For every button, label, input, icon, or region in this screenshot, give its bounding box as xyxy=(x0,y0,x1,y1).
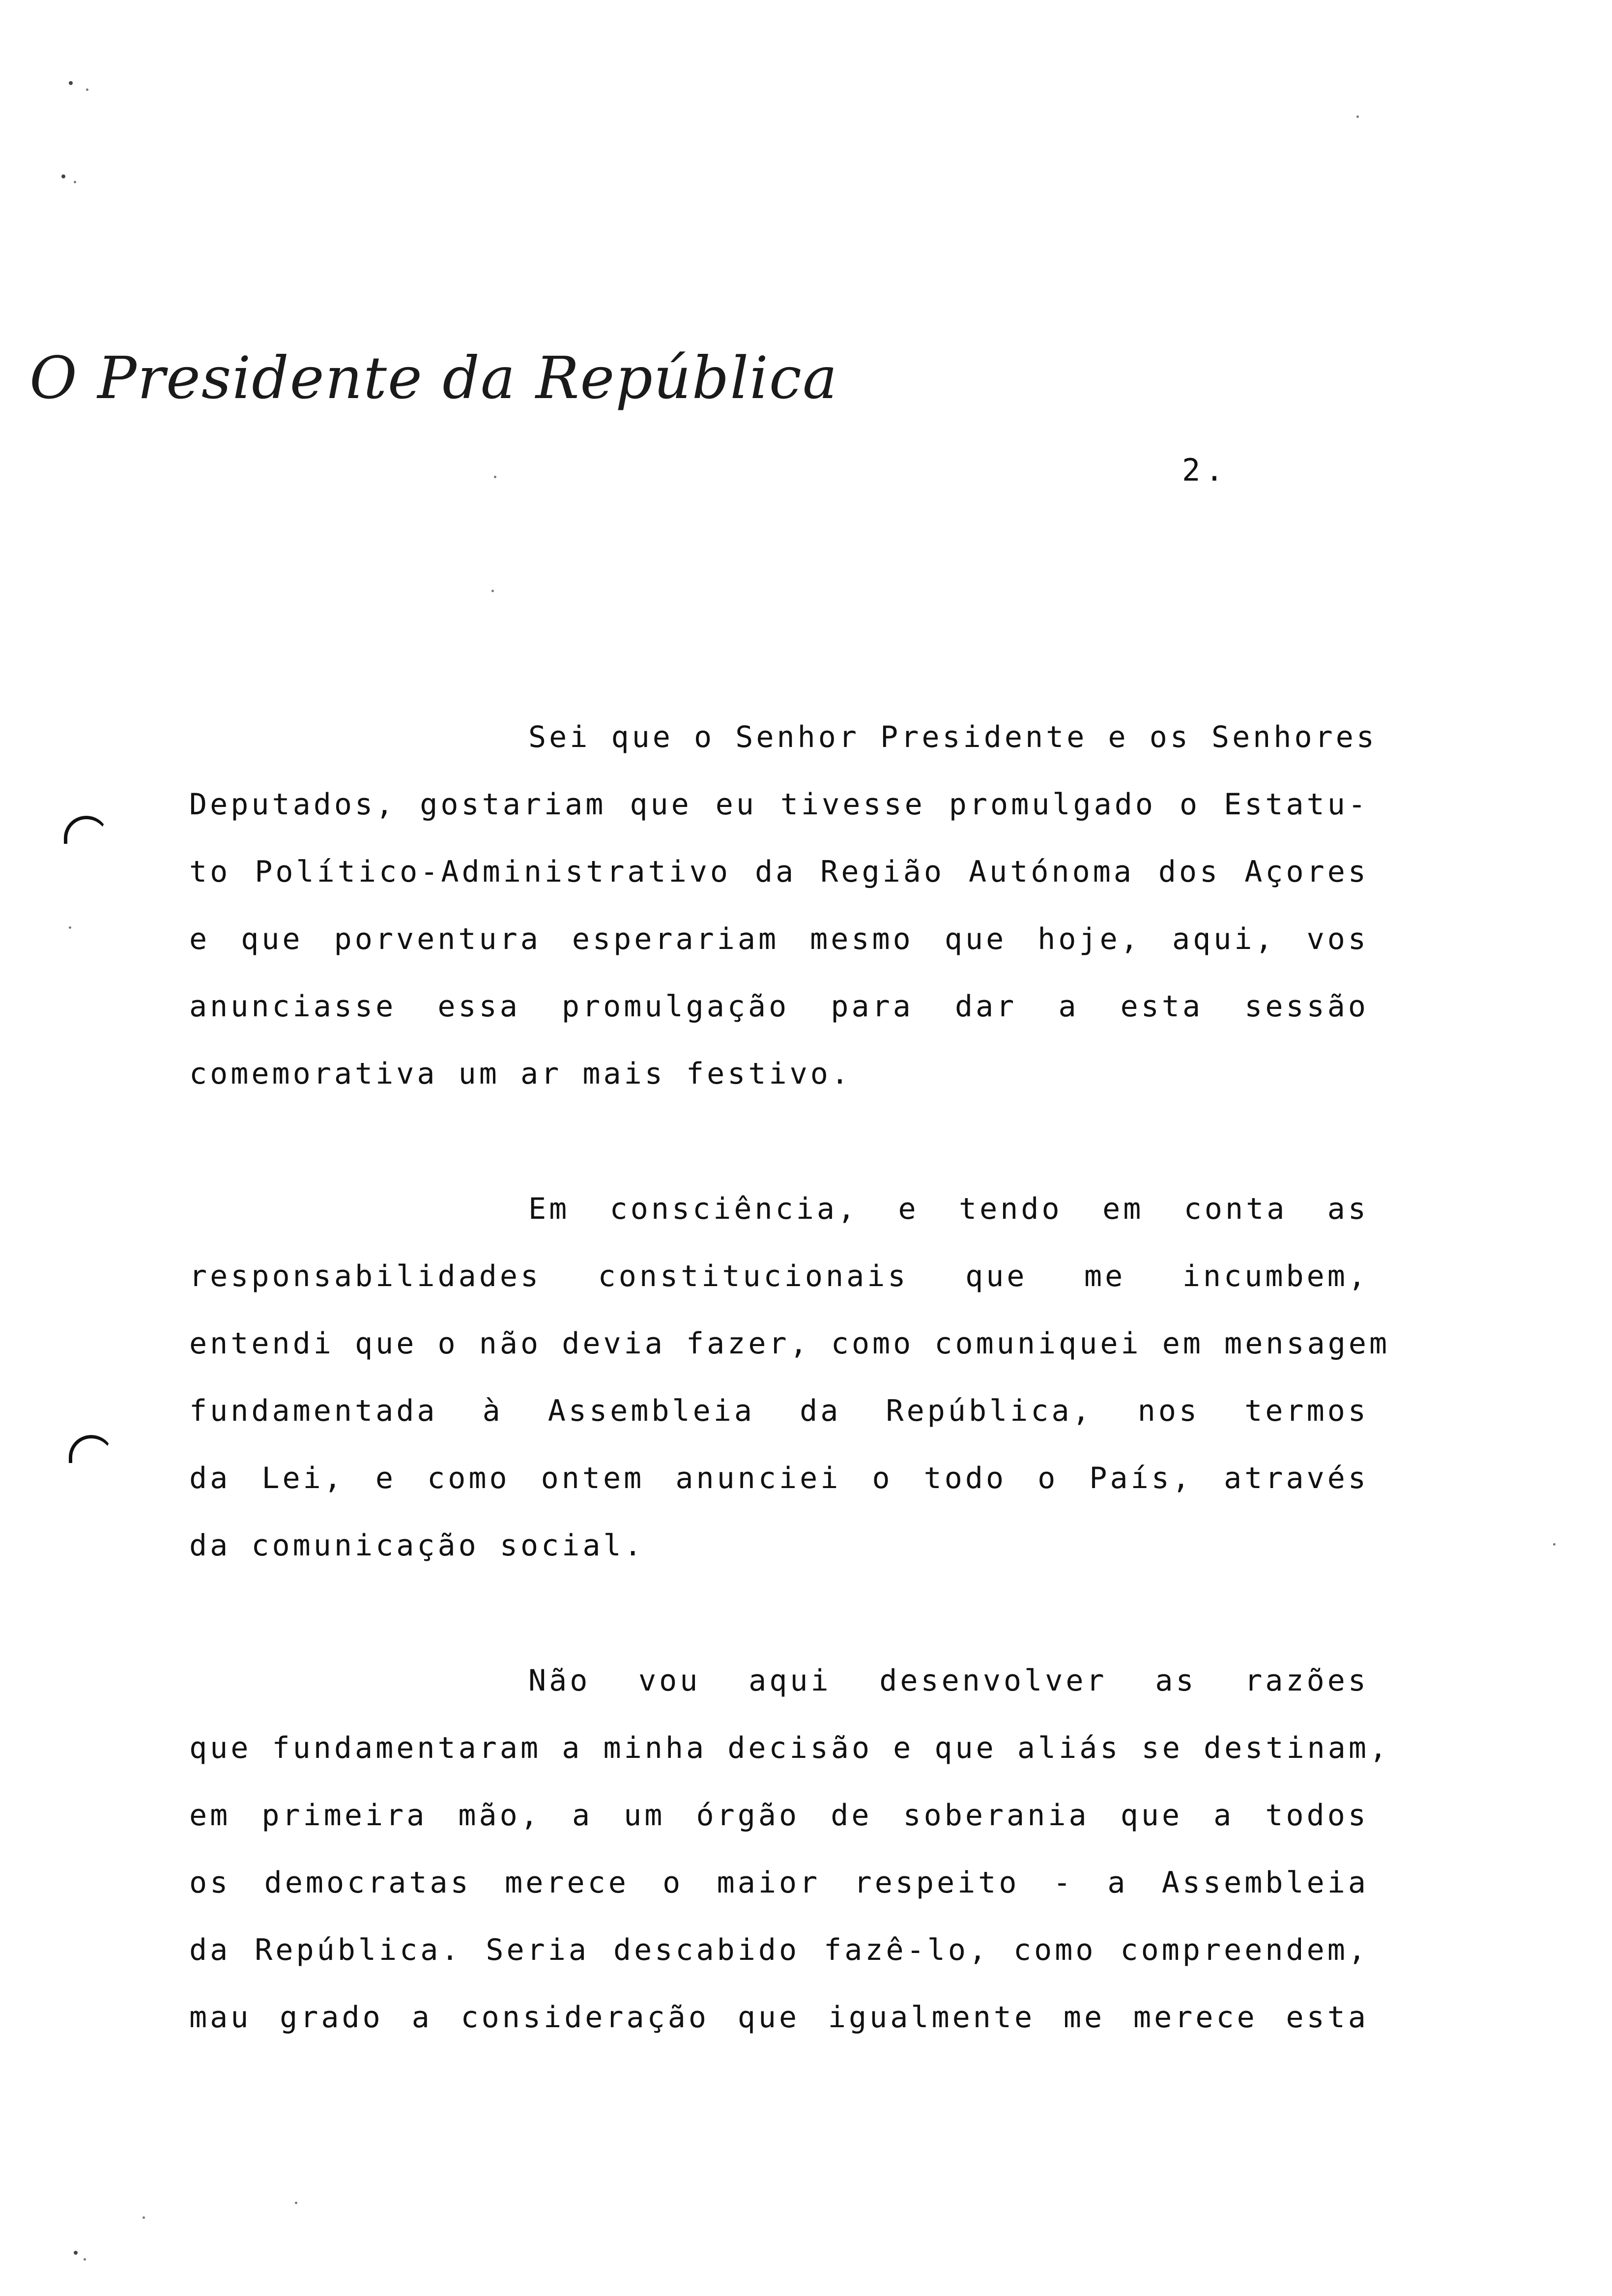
scan-speck xyxy=(61,174,65,178)
scan-speck xyxy=(74,2251,78,2255)
paragraph-line: Deputados, gostariam que eu tivesse promulgado o Estatu- xyxy=(189,787,1369,822)
paragraph-line: em primeira mão, a um órgão de soberania que a todos xyxy=(189,1798,1369,1833)
paragraph-line: entendi que o não devia fazer, como comuniquei em mensagem xyxy=(189,1326,1390,1361)
paragraph-line: da Lei, e como ontem anunciei o todo o País, através xyxy=(189,1461,1369,1495)
page-number: 2. xyxy=(1182,452,1229,488)
paragraph-line: comemorativa um ar mais festivo. xyxy=(189,1057,852,1091)
scan-speck xyxy=(295,2202,297,2204)
paragraph-line: e que porventura esperariam mesmo que hoje, aqui, vos xyxy=(189,922,1369,956)
scan-speck xyxy=(1356,115,1359,118)
scan-speck xyxy=(143,2216,145,2219)
paragraph-line: Sei que o Senhor Presidente e os Senhores xyxy=(528,720,1378,754)
paragraph-line: Não vou aqui desenvolver as razões xyxy=(528,1664,1369,1698)
paragraph-line: to Político-Administrativo da Região Autónoma dos Açores xyxy=(189,855,1369,889)
letterhead-title: O Presidente da República xyxy=(29,344,838,412)
paragraph-line: responsabilidades constitucionais que me incumbem, xyxy=(189,1259,1369,1293)
letterhead xyxy=(29,344,838,442)
scan-speck xyxy=(86,88,88,91)
paragraph-line: anunciasse essa promulgação para dar a esta sessão xyxy=(189,989,1369,1024)
paragraph-line: da República. Seria descabido fazê-lo, como compreendem, xyxy=(189,1933,1369,1967)
scan-speck xyxy=(491,590,494,592)
scan-speck xyxy=(1553,1543,1555,1546)
scan-speck xyxy=(74,181,76,183)
scan-speck xyxy=(84,2258,86,2261)
paragraph-line: mau grado a consideração que igualmente me merece esta xyxy=(189,2000,1369,2035)
paragraph-line: os democratas merece o maior respeito - a Assembleia xyxy=(189,1866,1369,1900)
paragraph-line: fundamentada à Assembleia da República, nos termos xyxy=(189,1394,1369,1428)
scan-speck xyxy=(69,926,71,929)
punch-hole-arc xyxy=(69,1435,114,1463)
punch-hole-arc xyxy=(64,816,109,844)
paragraph-line: que fundamentaram a minha decisão e que aliás se destinam, xyxy=(189,1731,1390,1765)
paragraph-line: da comunicação social. xyxy=(189,1528,645,1563)
paragraph-line: Em consciência, e tendo em conta as xyxy=(528,1192,1369,1226)
scan-speck xyxy=(494,476,496,478)
scan-speck xyxy=(69,81,73,85)
